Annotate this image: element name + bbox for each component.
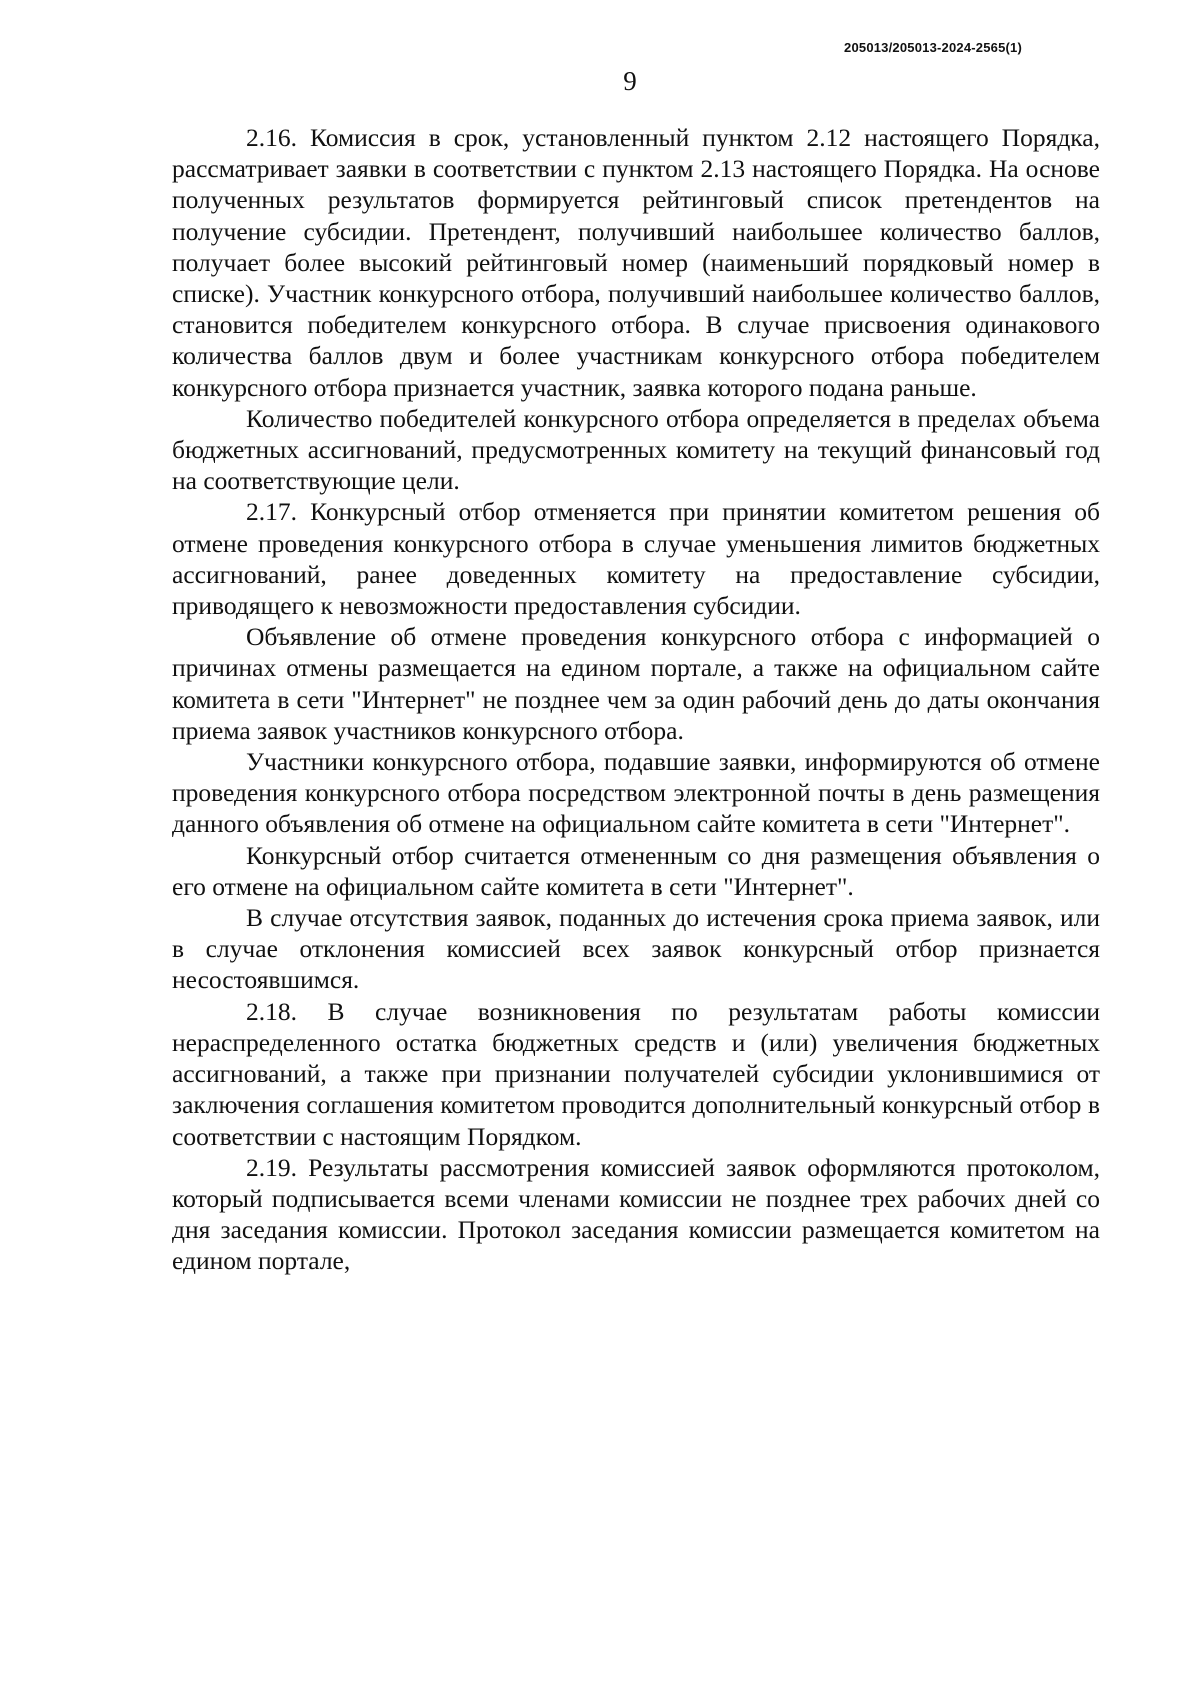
paragraph-cancellation-notice: Объявление об отмене проведения конкурсного отбора с информацией о причинах отмены размещается на едином портале, а также на официальном сайте комитета в сети "Интернет" не позднее чем за один рабочий день до даты окончания приема заявок участников конкурсного отбора. (172, 622, 1100, 745)
document-number: 205013/205013-2024-2565(1) (844, 40, 1022, 55)
document-body (172, 122, 1100, 1277)
paragraph-2-19: 2.19. Результаты рассмотрения комиссией заявок оформляются протоколом, который подписывается всеми членами комиссии не позднее трех рабочих дней со дня заседания комиссии. Протокол заседания комиссии размещается комитетом на едином портале, (172, 1152, 1100, 1276)
paragraph-2-18: 2.18. В случае возникновения по результатам работы комиссии нераспределенного остатка бюджетных средств и (или) увеличения бюджетных ассигнований, а также при признании получателей субсидии уклонившимися от заключения соглашения комитетом проводится дополнительный конкурсный отбор в соответствии с настоящим Порядком. (172, 996, 1100, 1151)
page-number: 9 (623, 66, 637, 96)
paragraph-2-17: 2.17. Конкурсный отбор отменяется при принятии комитетом решения об отмене проведения конкурсного отбора в случае уменьшения лимитов бюджетных ассигнований, ранее доведенных комитету на предоставление субсидии, приводящего к невозможности предоставления субсидии. (172, 497, 1100, 621)
paragraph-participants-informed: Участники конкурсного отбора, подавшие заявки, информируются об отмене проведения конкурсного отбора посредством электронной почты в день размещения данного объявления об отмене на официальном сайте комитета в сети "Интернет". (172, 747, 1100, 839)
paragraph-2-16: 2.16. Комиссия в срок, установленный пунктом 2.12 настоящего Порядка, рассматривает заявки в соответствии с пунктом 2.13 настоящего Порядка. На основе полученных результатов формируется рейтинговый список претендентов на получение субсидии. Претендент, получивший наибольшее количество баллов, получает более высокий рейтинговый номер (наименьший порядковый номер в списке). Участник конкурсного отбора, получивший наибольшее количество баллов, становится победителем конкурсного отбора. В случае присвоения одинакового количества баллов двум и более участникам конкурсного отбора победителем конкурсного отбора признается участник, заявка которого подана раньше. (172, 123, 1100, 402)
paragraph-failed-selection: В случае отсутствия заявок, поданных до истечения срока приема заявок, или в случае отклонения комиссией всех заявок конкурсный отбор признается несостоявшимся. (172, 903, 1100, 995)
paragraph-cancellation-effective: Конкурсный отбор считается отмененным со дня размещения объявления о его отмене на официальном сайте комитета в сети "Интернет". (172, 840, 1100, 901)
paragraph-winners-count: Количество победителей конкурсного отбора определяется в пределах объема бюджетных ассигнований, предусмотренных комитету на текущий финансовый год на соответствующие цели. (172, 403, 1100, 496)
